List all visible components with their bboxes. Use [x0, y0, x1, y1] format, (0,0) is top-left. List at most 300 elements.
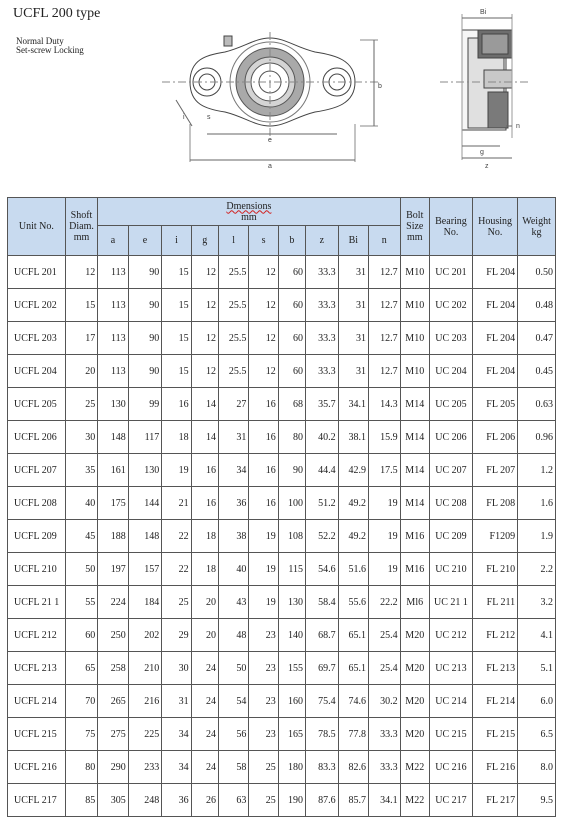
cell-e: 184: [128, 586, 162, 619]
cell-housing: FL 208: [472, 487, 517, 520]
cell-a: 175: [98, 487, 128, 520]
side-label-bi: Bi: [480, 9, 487, 16]
header-dim-n: n: [369, 226, 401, 256]
cell-housing: FL 216: [472, 751, 517, 784]
cell-bi: 38.1: [338, 421, 368, 454]
cell-g: 20: [191, 586, 218, 619]
cell-s: 12: [249, 289, 278, 322]
cell-bearing: UC 206: [429, 421, 472, 454]
cell-l: 31: [218, 421, 248, 454]
cell-bolt: Ml6: [400, 586, 429, 619]
cell-e: 90: [128, 322, 162, 355]
header-dim-bi: Bi: [338, 226, 368, 256]
cell-n: 22.2: [369, 586, 401, 619]
cell-a: 250: [98, 619, 128, 652]
cell-unit-no: UCFL 205: [8, 388, 66, 421]
cell-housing: FL 213: [472, 652, 517, 685]
cell-bi: 55.6: [338, 586, 368, 619]
cell-bolt: M14: [400, 388, 429, 421]
cell-unit-no: UCFL 209: [8, 520, 66, 553]
cell-unit-no: UCFL 208: [8, 487, 66, 520]
front-label-a: a: [268, 163, 272, 170]
cell-bearing: UC 214: [429, 685, 472, 718]
cell-bearing: UC 210: [429, 553, 472, 586]
cell-l: 43: [218, 586, 248, 619]
cell-e: 248: [128, 784, 162, 817]
cell-s: 25: [249, 784, 278, 817]
cell-unit-no: UCFL 214: [8, 685, 66, 718]
table-row: [8, 421, 556, 454]
cell-bearing: UC 203: [429, 322, 472, 355]
cell-weight: 9.5: [518, 784, 556, 817]
header-dim-l: l: [218, 226, 248, 256]
cell-housing: FL 204: [472, 256, 517, 289]
cell-shaft: 20: [65, 355, 98, 388]
cell-g: 26: [191, 784, 218, 817]
cell-shaft: 15: [65, 289, 98, 322]
cell-i: 18: [162, 421, 191, 454]
subtitle-locking: Set-screw Locking: [16, 45, 84, 55]
cell-bolt: M20: [400, 652, 429, 685]
cell-i: 31: [162, 685, 191, 718]
cell-weight: 8.0: [518, 751, 556, 784]
cell-a: 258: [98, 652, 128, 685]
cell-e: 99: [128, 388, 162, 421]
cell-shaft: 30: [65, 421, 98, 454]
cell-g: 14: [191, 421, 218, 454]
cell-bi: 31: [338, 355, 368, 388]
cell-l: 25.5: [218, 322, 248, 355]
header-dimensions-label: Dmensions: [226, 200, 272, 212]
cell-g: 16: [191, 487, 218, 520]
cell-bolt: M20: [400, 718, 429, 751]
cell-l: 25.5: [218, 289, 248, 322]
cell-s: 25: [249, 751, 278, 784]
header-shaft-diameter: Shoft Diam. mm: [65, 198, 98, 256]
cell-n: 19: [369, 520, 401, 553]
cell-e: 90: [128, 289, 162, 322]
cell-l: 40: [218, 553, 248, 586]
cell-b: 160: [278, 685, 305, 718]
header-dim-i: i: [162, 226, 191, 256]
cell-housing: FL 206: [472, 421, 517, 454]
cell-n: 14.3: [369, 388, 401, 421]
cell-l: 27: [218, 388, 248, 421]
cell-e: 216: [128, 685, 162, 718]
table-row: [8, 520, 556, 553]
cell-bearing: UC 21 1: [429, 586, 472, 619]
cell-s: 16: [249, 487, 278, 520]
cell-unit-no: UCFL 216: [8, 751, 66, 784]
cell-g: 12: [191, 256, 218, 289]
cell-bolt: M20: [400, 619, 429, 652]
cell-weight: 3.2: [518, 586, 556, 619]
cell-unit-no: UCFL 210: [8, 553, 66, 586]
cell-housing: FL 214: [472, 685, 517, 718]
cell-b: 68: [278, 388, 305, 421]
cell-e: 130: [128, 454, 162, 487]
cell-housing: FL 211: [472, 586, 517, 619]
cell-e: 225: [128, 718, 162, 751]
cell-b: 60: [278, 256, 305, 289]
cell-weight: 0.63: [518, 388, 556, 421]
header-dim-a: a: [98, 226, 128, 256]
cell-shaft: 17: [65, 322, 98, 355]
cell-shaft: 55: [65, 586, 98, 619]
cell-s: 12: [249, 322, 278, 355]
cell-a: 113: [98, 256, 128, 289]
cell-z: 87.6: [306, 784, 339, 817]
table-row: [8, 487, 556, 520]
cell-bi: 31: [338, 322, 368, 355]
cell-n: 33.3: [369, 718, 401, 751]
cell-s: 23: [249, 619, 278, 652]
cell-shaft: 70: [65, 685, 98, 718]
cell-housing: FL 204: [472, 289, 517, 322]
cell-shaft: 85: [65, 784, 98, 817]
cell-s: 12: [249, 355, 278, 388]
cell-z: 33.3: [306, 256, 339, 289]
cell-unit-no: UCFL 213: [8, 652, 66, 685]
table-row: [8, 355, 556, 388]
header-dim-e: e: [128, 226, 162, 256]
cell-e: 202: [128, 619, 162, 652]
cell-bi: 65.1: [338, 619, 368, 652]
cell-shaft: 50: [65, 553, 98, 586]
cell-z: 58.4: [306, 586, 339, 619]
cell-b: 190: [278, 784, 305, 817]
cell-weight: 5.1: [518, 652, 556, 685]
cell-a: 113: [98, 289, 128, 322]
cell-bolt: M14: [400, 421, 429, 454]
cell-bearing: UC 204: [429, 355, 472, 388]
cell-unit-no: UCFL 206: [8, 421, 66, 454]
cell-bearing: UC 207: [429, 454, 472, 487]
cell-z: 52.2: [306, 520, 339, 553]
cell-weight: 1.6: [518, 487, 556, 520]
header-bolt-size: Bolt Size mm: [400, 198, 429, 256]
cell-g: 18: [191, 553, 218, 586]
cell-i: 34: [162, 751, 191, 784]
header-bearing-no: Bearing No.: [429, 198, 472, 256]
header-dim-s: s: [249, 226, 278, 256]
cell-weight: 6.0: [518, 685, 556, 718]
cell-e: 233: [128, 751, 162, 784]
table-row: [8, 553, 556, 586]
cell-shaft: 45: [65, 520, 98, 553]
cell-bearing: UC 201: [429, 256, 472, 289]
cell-b: 155: [278, 652, 305, 685]
cell-bearing: UC 209: [429, 520, 472, 553]
technical-drawings: [0, 0, 563, 190]
table-row: [8, 586, 556, 619]
cell-bearing: UC 202: [429, 289, 472, 322]
cell-z: 83.3: [306, 751, 339, 784]
cell-e: 117: [128, 421, 162, 454]
header-housing-no: Housing No.: [472, 198, 517, 256]
cell-g: 24: [191, 718, 218, 751]
cell-b: 108: [278, 520, 305, 553]
cell-n: 12.7: [369, 322, 401, 355]
cell-bi: 34.1: [338, 388, 368, 421]
side-label-n: n: [516, 123, 520, 130]
cell-housing: FL 212: [472, 619, 517, 652]
cell-a: 188: [98, 520, 128, 553]
cell-bearing: UC 215: [429, 718, 472, 751]
cell-bolt: M16: [400, 553, 429, 586]
cell-g: 12: [191, 289, 218, 322]
cell-bi: 31: [338, 256, 368, 289]
cell-z: 54.6: [306, 553, 339, 586]
cell-i: 21: [162, 487, 191, 520]
table-row: [8, 784, 556, 817]
cell-bi: 42.9: [338, 454, 368, 487]
cell-g: 18: [191, 520, 218, 553]
cell-shaft: 60: [65, 619, 98, 652]
cell-l: 63: [218, 784, 248, 817]
cell-n: 33.3: [369, 751, 401, 784]
cell-weight: 1.9: [518, 520, 556, 553]
cell-a: 224: [98, 586, 128, 619]
cell-a: 148: [98, 421, 128, 454]
cell-shaft: 40: [65, 487, 98, 520]
cell-g: 24: [191, 652, 218, 685]
table-row: [8, 751, 556, 784]
cell-n: 19: [369, 487, 401, 520]
cell-b: 60: [278, 355, 305, 388]
cell-weight: 1.2: [518, 454, 556, 487]
cell-unit-no: UCFL 21 1: [8, 586, 66, 619]
cell-shaft: 35: [65, 454, 98, 487]
cell-l: 54: [218, 685, 248, 718]
cell-bearing: UC 205: [429, 388, 472, 421]
cell-n: 15.9: [369, 421, 401, 454]
cell-n: 25.4: [369, 619, 401, 652]
cell-weight: 0.96: [518, 421, 556, 454]
cell-shaft: 80: [65, 751, 98, 784]
cell-z: 35.7: [306, 388, 339, 421]
cell-z: 78.5: [306, 718, 339, 751]
cell-bolt: M10: [400, 289, 429, 322]
header-dimensions: [98, 198, 400, 226]
cell-g: 16: [191, 454, 218, 487]
cell-bolt: M14: [400, 454, 429, 487]
cell-bearing: UC 216: [429, 751, 472, 784]
cell-weight: 2.2: [518, 553, 556, 586]
cell-e: 157: [128, 553, 162, 586]
cell-l: 25.5: [218, 256, 248, 289]
front-label-e: e: [268, 137, 272, 144]
cell-s: 12: [249, 256, 278, 289]
cell-s: 19: [249, 553, 278, 586]
cell-b: 60: [278, 322, 305, 355]
cell-bolt: M20: [400, 685, 429, 718]
cell-weight: 4.1: [518, 619, 556, 652]
cell-i: 22: [162, 520, 191, 553]
cell-bolt: M22: [400, 751, 429, 784]
cell-z: 40.2: [306, 421, 339, 454]
header-dimensions-unit: mm: [241, 211, 257, 223]
cell-housing: FL 204: [472, 355, 517, 388]
cell-b: 165: [278, 718, 305, 751]
cell-i: 34: [162, 718, 191, 751]
header-dim-b: b: [278, 226, 305, 256]
cell-n: 19: [369, 553, 401, 586]
cell-s: 19: [249, 520, 278, 553]
cell-s: 23: [249, 718, 278, 751]
cell-s: 16: [249, 421, 278, 454]
cell-s: 16: [249, 454, 278, 487]
cell-e: 144: [128, 487, 162, 520]
cell-bi: 82.6: [338, 751, 368, 784]
cell-z: 44.4: [306, 454, 339, 487]
cell-e: 90: [128, 355, 162, 388]
header-weight: Weight kg: [518, 198, 556, 256]
cell-l: 58: [218, 751, 248, 784]
cell-a: 305: [98, 784, 128, 817]
cell-unit-no: UCFL 212: [8, 619, 66, 652]
cell-e: 90: [128, 256, 162, 289]
cell-i: 15: [162, 355, 191, 388]
cell-g: 14: [191, 388, 218, 421]
cell-g: 24: [191, 685, 218, 718]
cell-i: 15: [162, 289, 191, 322]
cell-z: 33.3: [306, 322, 339, 355]
cell-bolt: M16: [400, 520, 429, 553]
cell-housing: FL 207: [472, 454, 517, 487]
cell-b: 90: [278, 454, 305, 487]
cell-a: 275: [98, 718, 128, 751]
cell-n: 17.5: [369, 454, 401, 487]
cell-unit-no: UCFL 215: [8, 718, 66, 751]
cell-b: 100: [278, 487, 305, 520]
side-view-drawing: [440, 14, 530, 160]
cell-i: 22: [162, 553, 191, 586]
cell-l: 36: [218, 487, 248, 520]
table-row: [8, 652, 556, 685]
cell-bolt: M14: [400, 487, 429, 520]
cell-b: 180: [278, 751, 305, 784]
cell-a: 290: [98, 751, 128, 784]
cell-l: 50: [218, 652, 248, 685]
cell-shaft: 25: [65, 388, 98, 421]
cell-l: 56: [218, 718, 248, 751]
cell-shaft: 12: [65, 256, 98, 289]
cell-a: 265: [98, 685, 128, 718]
cell-i: 25: [162, 586, 191, 619]
cell-weight: 0.50: [518, 256, 556, 289]
cell-l: 48: [218, 619, 248, 652]
cell-s: 19: [249, 586, 278, 619]
cell-e: 148: [128, 520, 162, 553]
table-row: [8, 388, 556, 421]
cell-a: 113: [98, 322, 128, 355]
cell-i: 15: [162, 322, 191, 355]
cell-b: 140: [278, 619, 305, 652]
table-row: [8, 718, 556, 751]
cell-housing: FL 204: [472, 322, 517, 355]
front-label-b: b: [378, 83, 382, 90]
cell-g: 12: [191, 355, 218, 388]
table-row: [8, 619, 556, 652]
cell-bi: 31: [338, 289, 368, 322]
cell-s: 23: [249, 685, 278, 718]
cell-a: 197: [98, 553, 128, 586]
side-label-g: g: [480, 149, 484, 156]
cell-e: 210: [128, 652, 162, 685]
cell-bi: 65.1: [338, 652, 368, 685]
header-dim-g: g: [191, 226, 218, 256]
cell-n: 25.4: [369, 652, 401, 685]
cell-unit-no: UCFL 204: [8, 355, 66, 388]
cell-s: 16: [249, 388, 278, 421]
cell-bolt: M10: [400, 256, 429, 289]
cell-z: 69.7: [306, 652, 339, 685]
cell-i: 19: [162, 454, 191, 487]
subtitle-duty: Normal Duty: [16, 36, 64, 46]
cell-l: 38: [218, 520, 248, 553]
table-row: [8, 454, 556, 487]
cell-unit-no: UCFL 203: [8, 322, 66, 355]
cell-z: 75.4: [306, 685, 339, 718]
cell-i: 29: [162, 619, 191, 652]
table-row: [8, 322, 556, 355]
header-dim-z: z: [306, 226, 339, 256]
cell-bearing: UC 208: [429, 487, 472, 520]
cell-housing: FL 217: [472, 784, 517, 817]
cell-bi: 51.6: [338, 553, 368, 586]
cell-bolt: M10: [400, 355, 429, 388]
cell-n: 12.7: [369, 355, 401, 388]
cell-bearing: UC 212: [429, 619, 472, 652]
header-unit-no: Unit No.: [8, 198, 66, 256]
cell-unit-no: UCFL 202: [8, 289, 66, 322]
cell-b: 80: [278, 421, 305, 454]
cell-weight: 0.48: [518, 289, 556, 322]
cell-bolt: M10: [400, 322, 429, 355]
cell-b: 115: [278, 553, 305, 586]
cell-n: 12.7: [369, 289, 401, 322]
cell-unit-no: UCFL 217: [8, 784, 66, 817]
cell-i: 15: [162, 256, 191, 289]
cell-bi: 49.2: [338, 487, 368, 520]
cell-weight: 6.5: [518, 718, 556, 751]
side-label-z: z: [485, 163, 489, 170]
cell-b: 130: [278, 586, 305, 619]
cell-l: 25.5: [218, 355, 248, 388]
cell-bearing: UC 217: [429, 784, 472, 817]
cell-n: 34.1: [369, 784, 401, 817]
cell-g: 12: [191, 322, 218, 355]
cell-unit-no: UCFL 207: [8, 454, 66, 487]
cell-i: 30: [162, 652, 191, 685]
cell-l: 34: [218, 454, 248, 487]
cell-n: 30.2: [369, 685, 401, 718]
cell-z: 51.2: [306, 487, 339, 520]
cell-housing: FL 215: [472, 718, 517, 751]
specification-table: [7, 197, 556, 817]
page-title: UCFL 200 type: [13, 6, 101, 21]
cell-housing: FL 210: [472, 553, 517, 586]
cell-housing: FL 205: [472, 388, 517, 421]
cell-bearing: UC 213: [429, 652, 472, 685]
cell-z: 33.3: [306, 289, 339, 322]
table-row: [8, 289, 556, 322]
cell-g: 20: [191, 619, 218, 652]
cell-b: 60: [278, 289, 305, 322]
cell-n: 12.7: [369, 256, 401, 289]
cell-a: 113: [98, 355, 128, 388]
